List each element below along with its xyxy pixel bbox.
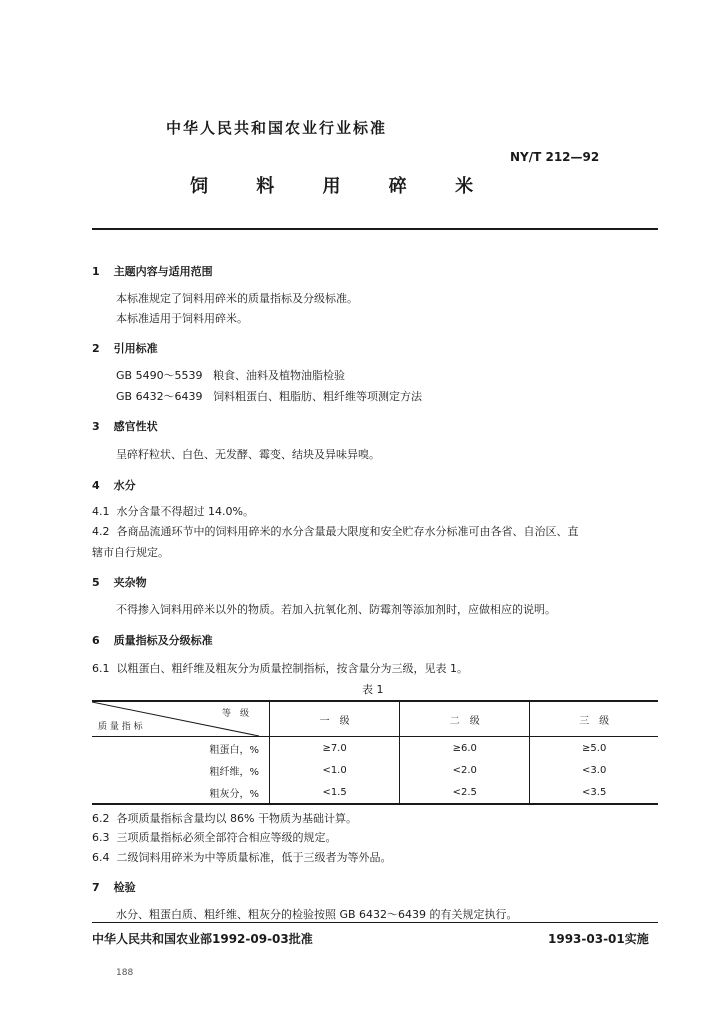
- header-rule: [92, 228, 658, 230]
- section-number: 7: [92, 881, 100, 894]
- clause-continuation: 辖市自行规定。: [92, 546, 169, 559]
- section-title: 夹杂物: [113, 576, 147, 589]
- clause-text: 三项质量指标必须全部符合相应等级的规定。: [116, 831, 337, 844]
- footer-rule: [92, 922, 658, 923]
- section-title: 水分: [113, 479, 136, 492]
- reference-code: GB 5490～5539: [116, 369, 203, 382]
- document-title: 饲 料 用 碎 米: [190, 176, 474, 197]
- table-row: [92, 781, 658, 804]
- column-header: 二 级: [400, 701, 530, 737]
- reference-name: 饲料粗蛋白、粗脂肪、粗纤维等项测定方法: [213, 390, 423, 403]
- clause-4-1: [92, 503, 254, 519]
- section-2-heading: [92, 340, 158, 356]
- section-title: 质量指标及分级标准: [113, 634, 213, 647]
- table-cell: <1.0: [270, 759, 400, 781]
- section-title: 感官性状: [113, 420, 158, 433]
- reference-name: 粮食、油料及植物油脂检验: [213, 369, 346, 382]
- table-cell: <2.5: [400, 781, 530, 804]
- section-1-heading: [92, 263, 213, 279]
- table-cell: <1.5: [270, 781, 400, 804]
- paragraph: 水分、粗蛋白质、粗纤维、粗灰分的检验按照 GB 6432～6439 的有关规定执行。: [116, 908, 518, 921]
- table-row: [92, 737, 658, 760]
- section-number: 6: [92, 634, 100, 647]
- clause-6-1: [92, 660, 468, 676]
- section-number: 3: [92, 420, 100, 433]
- section-title: 引用标准: [113, 342, 158, 355]
- row-label: 粗蛋白，%: [209, 744, 259, 756]
- clause-text: 二级饲料用碎米为中等质量标准，低于三级者为等外品。: [116, 851, 392, 864]
- paragraph: 本标准规定了饲料用碎米的质量指标及分级标准。: [116, 292, 358, 305]
- column-header: 三 级: [530, 701, 658, 737]
- section-number: 4: [92, 479, 100, 492]
- table-cell: ≥5.0: [530, 737, 658, 760]
- clause-number: 4.1: [92, 505, 110, 518]
- reference-item: [116, 367, 345, 383]
- table-cell: <3.0: [530, 759, 658, 781]
- grade-table: [92, 700, 658, 805]
- section-title: 主题内容与适用范围: [113, 265, 213, 278]
- clause-6-3: [92, 829, 337, 845]
- clause-number: 4.2: [92, 525, 110, 538]
- row-label: 粗纤维，%: [209, 766, 259, 778]
- table-caption: 表 1: [362, 683, 384, 696]
- clause-text: 各商品流通环节中的饲料用碎米的水分含量最大限度和安全贮存水分标准可由各省、自治区、直: [116, 525, 579, 538]
- table-cell: <2.0: [400, 759, 530, 781]
- table-corner-cell: [92, 701, 270, 737]
- table-cell: ≥6.0: [400, 737, 530, 760]
- issuing-body: 中华人民共和国农业行业标准: [166, 119, 388, 137]
- clause-text: 以粗蛋白、粗纤维及粗灰分为质量控制指标，按含量分为三级，见表 1。: [116, 662, 468, 675]
- table-cell: ≥7.0: [270, 737, 400, 760]
- clause-4-2: [92, 523, 579, 539]
- clause-text: 水分含量不得超过 14.0%。: [116, 505, 254, 518]
- approval-line: 中华人民共和国农业部1992-09-03批准: [92, 932, 313, 946]
- section-number: 5: [92, 576, 100, 589]
- reference-code: GB 6432～6439: [116, 390, 203, 403]
- implementation-date: 1993-03-01实施: [548, 932, 649, 946]
- page-number: 188: [116, 968, 134, 978]
- paragraph: 本标准适用于饲料用碎米。: [116, 312, 248, 325]
- clause-6-4: [92, 849, 392, 865]
- clause-text: 各项质量指标含量均以 86% 干物质为基础计算。: [116, 812, 357, 825]
- section-7-heading: [92, 879, 136, 895]
- table-cell: <3.5: [530, 781, 658, 804]
- clause-number: 6.1: [92, 662, 110, 675]
- section-4-heading: [92, 477, 136, 493]
- clause-6-2: [92, 810, 357, 826]
- row-label: 粗灰分，%: [209, 788, 259, 800]
- table-header-row: [92, 701, 658, 737]
- clause-number: 6.4: [92, 851, 110, 864]
- section-3-heading: [92, 418, 158, 434]
- section-number: 2: [92, 342, 100, 355]
- reference-item: [116, 388, 422, 404]
- paragraph: 不得掺入饲料用碎米以外的物质。若加入抗氧化剂、防霉剂等添加剂时，应做相应的说明。: [116, 603, 556, 616]
- section-5-heading: [92, 574, 147, 590]
- clause-number: 6.3: [92, 831, 110, 844]
- section-number: 1: [92, 265, 100, 278]
- clause-number: 6.2: [92, 812, 110, 825]
- corner-label-index: 质 量 指 标: [98, 722, 143, 732]
- column-header: 一 级: [270, 701, 400, 737]
- paragraph: 呈碎籽粒状、白色、无发酵、霉变、结块及异味异嗅。: [116, 448, 380, 461]
- section-title: 检验: [113, 881, 136, 894]
- section-6-heading: [92, 632, 213, 648]
- standard-code: NY/T 212—92: [510, 150, 600, 164]
- corner-label-grade: 等 级: [221, 709, 249, 719]
- table-row: [92, 759, 658, 781]
